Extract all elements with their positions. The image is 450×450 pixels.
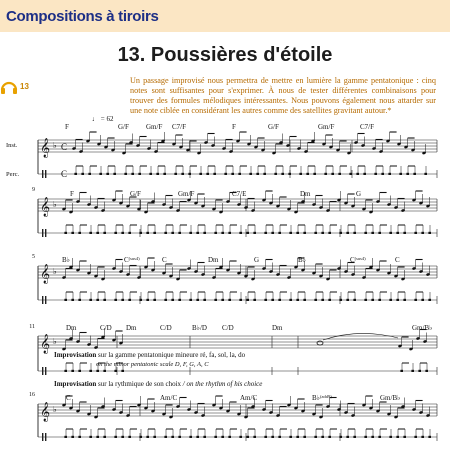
perc-note: [139, 436, 142, 438]
treble-clef-icon: 𝄞: [40, 264, 51, 283]
perc-note: [324, 173, 327, 175]
perc-note: [153, 436, 156, 438]
perc-note: [328, 436, 331, 438]
perc-note: [338, 173, 341, 175]
perc-note: [331, 173, 334, 175]
perc-note: [178, 299, 181, 301]
perc-note: [403, 299, 406, 301]
perc-note: [214, 299, 217, 301]
perc-note: [264, 436, 267, 438]
perc-note: [421, 436, 424, 438]
chord-symbol: Gm/B♭: [412, 324, 433, 332]
perc-note: [428, 232, 431, 234]
perc-note: [78, 436, 81, 438]
chord-symbol: B♭: [62, 256, 70, 264]
time-signature-perc: C: [61, 169, 68, 179]
perc-note: [321, 232, 324, 234]
perc-note: [189, 299, 192, 301]
perc-note: [214, 232, 217, 234]
perc-note: [321, 299, 324, 301]
perc-note: [381, 173, 384, 175]
perc-note: [153, 299, 156, 301]
measure-number: 5: [32, 254, 35, 260]
chord-symbol: C: [395, 256, 400, 264]
perc-note: [203, 232, 206, 234]
perc-note: [89, 436, 92, 438]
perc-note: [253, 232, 256, 234]
perc-note: [371, 436, 374, 438]
perc-note: [399, 173, 402, 175]
chord-symbol: B♭/D: [192, 324, 207, 332]
perc-note: [296, 436, 299, 438]
perc-note: [346, 299, 349, 301]
perc-note: [139, 299, 142, 301]
measure-number: 16: [29, 392, 35, 398]
perc-note: [171, 232, 174, 234]
chord-symbol: G/F: [268, 123, 279, 131]
improvisation-line-2: Improvisation sur la rythmique de son choix / on the rhythm of his choice: [54, 380, 263, 388]
percussion-clef-icon: [42, 433, 43, 441]
chord-symbol: Gm/B♭: [380, 394, 401, 402]
perc-note: [224, 173, 227, 175]
instrument-label-inst: Inst.: [6, 142, 18, 149]
perc-note: [363, 173, 366, 175]
chord-symbol: F: [232, 123, 236, 131]
perc-note: [231, 173, 234, 175]
chord-symbol: C: [162, 256, 167, 264]
treble-clef-icon: 𝄞: [40, 197, 51, 216]
piece-title: 13. Poussières d'étoile: [117, 44, 333, 66]
perc-note: [221, 299, 224, 301]
perc-note: [88, 173, 91, 175]
percussion-clef-icon: [45, 229, 46, 237]
perc-note: [74, 173, 77, 175]
perc-note: [196, 299, 199, 301]
perc-note: [124, 173, 127, 175]
perc-note: [96, 436, 99, 438]
perc-note: [121, 299, 124, 301]
perc-note: [364, 232, 367, 234]
perc-note: [71, 299, 74, 301]
perc-note: [196, 436, 199, 438]
perc-note: [171, 436, 174, 438]
perc-note: [389, 436, 392, 438]
perc-note: [106, 173, 109, 175]
perc-note: [389, 232, 392, 234]
percussion-clef-icon: [45, 296, 46, 304]
perc-note: [164, 232, 167, 234]
perc-note: [425, 370, 428, 372]
perc-note: [346, 232, 349, 234]
perc-note: [238, 173, 241, 175]
chord-symbol: G/F: [118, 123, 129, 131]
perc-note: [428, 299, 431, 301]
perc-note: [71, 436, 74, 438]
perc-note: [314, 299, 317, 301]
perc-note: [353, 299, 356, 301]
improvisation-line-1-translation: on the minor pentatonic scale D, F, G, A, C: [96, 361, 209, 368]
perc-note: [206, 173, 209, 175]
perc-note: [328, 232, 331, 234]
chord-symbol: C7/F: [360, 123, 375, 131]
chord-symbol: Dm: [272, 324, 283, 332]
perc-note: [78, 299, 81, 301]
perc-note: [203, 436, 206, 438]
perc-note: [103, 370, 106, 372]
perc-note: [99, 173, 102, 175]
perc-note: [278, 436, 281, 438]
perc-note: [371, 299, 374, 301]
perc-note: [321, 436, 324, 438]
measure-number: 11: [29, 324, 35, 330]
perc-note: [364, 436, 367, 438]
perc-note: [353, 436, 356, 438]
chord-symbol: $C^{(sus4)}$: [350, 256, 366, 264]
perc-note: [278, 232, 281, 234]
perc-note: [289, 436, 292, 438]
perc-note: [96, 299, 99, 301]
perc-note: [364, 299, 367, 301]
perc-note: [239, 299, 242, 301]
perc-note: [128, 232, 131, 234]
perc-note: [296, 299, 299, 301]
chord-symbol: G: [254, 256, 260, 264]
perc-note: [81, 173, 84, 175]
perc-note: [78, 370, 81, 372]
perc-note: [253, 299, 256, 301]
perc-note: [178, 436, 181, 438]
perc-note: [281, 173, 284, 175]
perc-note: [253, 436, 256, 438]
perc-note: [306, 173, 309, 175]
perc-note: [149, 173, 152, 175]
perc-note: [239, 436, 242, 438]
chord-symbol: Gm/F: [318, 123, 335, 131]
perc-note: [303, 232, 306, 234]
perc-note: [103, 299, 106, 301]
perc-note: [296, 232, 299, 234]
perc-note: [271, 436, 274, 438]
percussion-clef-icon: [42, 296, 43, 304]
perc-note: [421, 299, 424, 301]
perc-note: [246, 436, 249, 438]
perc-note: [249, 173, 252, 175]
perc-note: [314, 232, 317, 234]
chord-symbol: Dm: [66, 324, 77, 332]
chord-symbol: C/D: [160, 324, 172, 332]
key-signature-flat: ♭: [53, 267, 57, 276]
chord-symbol: B♭$^{(add9)}$: [312, 394, 332, 402]
chord-symbol: Am/C: [160, 394, 178, 402]
perc-note: [71, 232, 74, 234]
perc-note: [103, 436, 106, 438]
perc-note: [228, 436, 231, 438]
chord-symbol: C/D: [222, 324, 234, 332]
perc-note: [278, 299, 281, 301]
perc-note: [138, 173, 141, 175]
perc-note: [228, 299, 231, 301]
perc-note: [164, 299, 167, 301]
measure-number: 9: [32, 187, 35, 193]
chord-symbol: G/F: [130, 190, 141, 198]
chord-symbol: C7/E: [232, 190, 247, 198]
perc-note: [114, 436, 117, 438]
perc-note: [414, 299, 417, 301]
perc-note: [213, 173, 216, 175]
perc-note: [271, 299, 274, 301]
chord-symbol: C7/F: [172, 123, 187, 131]
perc-note: [181, 173, 184, 175]
perc-note: [114, 370, 117, 372]
perc-note: [114, 299, 117, 301]
chord-symbol: C: [66, 394, 71, 402]
perc-note: [131, 173, 134, 175]
perc-note: [146, 436, 149, 438]
chord-symbol: Dm: [300, 190, 311, 198]
instrument-label-perc: Perc.: [6, 171, 20, 178]
whole-note: [317, 341, 323, 345]
perc-note: [378, 436, 381, 438]
perc-note: [196, 232, 199, 234]
perc-note: [288, 173, 291, 175]
key-signature-flat: ♭: [53, 141, 57, 150]
perc-note: [163, 173, 166, 175]
perc-note: [424, 173, 427, 175]
percussion-clef-icon: [42, 170, 43, 178]
perc-note: [203, 299, 206, 301]
perc-note: [411, 370, 414, 372]
perc-note: [146, 232, 149, 234]
perc-note: [371, 232, 374, 234]
perc-note: [153, 232, 156, 234]
chord-symbol: F: [70, 190, 74, 198]
perc-note: [356, 173, 359, 175]
key-signature-flat: ♭: [53, 405, 57, 414]
perc-note: [221, 436, 224, 438]
perc-note: [378, 232, 381, 234]
perc-note: [428, 436, 431, 438]
perc-note: [418, 370, 421, 372]
perc-note: [346, 436, 349, 438]
perc-note: [239, 232, 242, 234]
perc-note: [263, 173, 266, 175]
tempo-marking: ♩ = 62: [92, 115, 114, 123]
perc-note: [71, 370, 74, 372]
chord-symbol: Am/C: [240, 394, 258, 402]
perc-note: [146, 299, 149, 301]
chord-symbol: C/D: [100, 324, 112, 332]
perc-note: [246, 232, 249, 234]
perc-note: [396, 299, 399, 301]
perc-note: [228, 232, 231, 234]
perc-note: [389, 299, 392, 301]
perc-note: [103, 232, 106, 234]
track-number: 13: [20, 82, 29, 91]
perc-note: [156, 173, 159, 175]
perc-note: [406, 173, 409, 175]
perc-note: [271, 232, 274, 234]
perc-note: [128, 299, 131, 301]
perc-note: [339, 299, 342, 301]
perc-note: [189, 232, 192, 234]
perc-note: [349, 173, 352, 175]
perc-note: [400, 370, 403, 372]
perc-note: [121, 436, 124, 438]
perc-note: [314, 436, 317, 438]
perc-note: [303, 299, 306, 301]
perc-note: [96, 232, 99, 234]
intro-paragraph: Un passage improvisé nous permettra de mettre en lumière la gamme pentatonique : cinq notes sont suffisantes pour s'exprimer. À nous de tester différentes combinaisons pour trouver des formules mélodiques intéressantes. Nous pouvons également nous attarder sur une note ciblée en considérant les autres comme des satellites gravitant autour.*: [130, 76, 436, 116]
perc-note: [64, 436, 67, 438]
perc-note: [246, 299, 249, 301]
perc-note: [64, 370, 67, 372]
perc-note: [303, 436, 306, 438]
perc-note: [274, 173, 277, 175]
treble-clef-icon: 𝄞: [40, 334, 51, 353]
perc-note: [313, 173, 316, 175]
perc-note: [396, 436, 399, 438]
perc-note: [114, 232, 117, 234]
perc-note: [89, 299, 92, 301]
perc-note: [413, 173, 416, 175]
chord-symbol: Gm/F: [146, 123, 163, 131]
perc-note: [214, 436, 217, 438]
percussion-clef-icon: [45, 170, 46, 178]
perc-note: [96, 370, 99, 372]
perc-note: [403, 436, 406, 438]
perc-note: [221, 232, 224, 234]
perc-note: [188, 173, 191, 175]
perc-note: [264, 299, 267, 301]
chord-symbol: Dm: [126, 324, 137, 332]
perc-note: [388, 173, 391, 175]
percussion-clef-icon: [42, 229, 43, 237]
key-signature-flat: ♭: [53, 337, 57, 346]
perc-note: [396, 232, 399, 234]
perc-note: [289, 232, 292, 234]
perc-note: [414, 232, 417, 234]
percussion-clef-icon: [42, 367, 43, 375]
perc-note: [139, 232, 142, 234]
perc-note: [353, 232, 356, 234]
key-signature-flat: ♭: [53, 200, 57, 209]
percussion-clef-icon: [45, 433, 46, 441]
chord-symbol: $C^{(sus4)}$: [124, 256, 140, 264]
perc-note: [64, 232, 67, 234]
perc-note: [189, 436, 192, 438]
perc-note: [256, 173, 259, 175]
chord-symbol: Gm/F: [178, 190, 195, 198]
perc-note: [299, 173, 302, 175]
perc-note: [264, 232, 267, 234]
perc-note: [89, 232, 92, 234]
perc-note: [178, 232, 181, 234]
perc-note: [128, 436, 131, 438]
perc-note: [414, 436, 417, 438]
perc-note: [174, 173, 177, 175]
perc-note: [328, 299, 331, 301]
perc-note: [199, 173, 202, 175]
chord-symbol: Dm: [208, 256, 219, 264]
perc-note: [339, 436, 342, 438]
chord-symbol: B♭: [298, 256, 306, 264]
chord-symbol: F: [65, 123, 69, 131]
time-signature: C: [61, 142, 68, 152]
perc-note: [121, 370, 124, 372]
perc-note: [421, 232, 424, 234]
perc-note: [164, 436, 167, 438]
perc-note: [339, 232, 342, 234]
perc-note: [64, 299, 67, 301]
perc-note: [171, 299, 174, 301]
percussion-clef-icon: [45, 367, 46, 375]
perc-note: [78, 232, 81, 234]
perc-note: [121, 232, 124, 234]
perc-note: [289, 299, 292, 301]
improvisation-line-1: Improvisation sur la gamme pentatonique mineure ré, fa, sol, la, do: [54, 351, 246, 359]
perc-note: [378, 299, 381, 301]
perc-note: [89, 370, 92, 372]
treble-clef-icon: 𝄞: [40, 138, 51, 157]
book-title: Compositions à tiroirs: [6, 8, 159, 25]
perc-note: [374, 173, 377, 175]
perc-note: [403, 232, 406, 234]
chord-symbol: G: [356, 190, 362, 198]
perc-note: [113, 173, 116, 175]
treble-clef-icon: 𝄞: [40, 402, 51, 421]
